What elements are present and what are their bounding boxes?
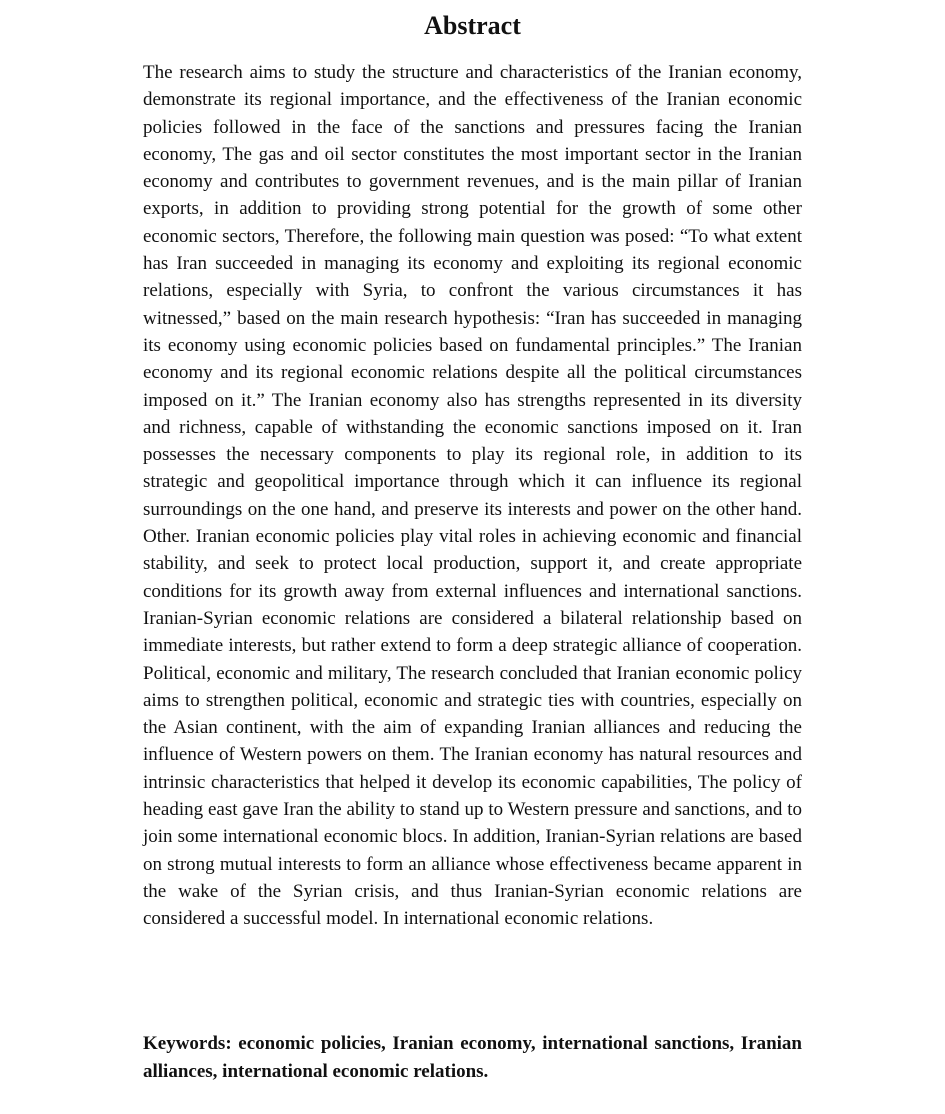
abstract-body: The research aims to study the structure and characteristics of the Iranian economy, demonstrate its regional importance, and the effectiveness of the Iranian economic policies followed in the face of the sanctions and pressures facing the Iranian economy, The gas and oil sector constitutes the most important sector in the Iranian economy and contributes to government revenues, and is the main pillar of Iranian exports, in addition to providing strong potential for the growth of some other economic sectors, Therefore, the following main question was posed: “To what extent has Iran succeeded in managing its economy and exploiting its regional economic relations, especially with Syria, to confront the various circumstances it has witnessed,” based on the main research hypothesis: “Iran has succeeded in managing its economy using economic policies based on fundamental principles.” The Iranian economy and its regional economic relations despite all the political circumstances imposed on it.” The Iranian economy also has strengths represented in its diversity and richness, capable of withstanding the economic sanctions imposed on it. Iran possesses the necessary components to play its regional role, in addition to its strategic and geopolitical importance through which it can influence its regional surroundings on the one hand, and preserve its interests and power on the other hand. Other. Iranian economic policies play vital roles in achieving economic and financial stability, and seek to protect local production, support it, and create appropriate conditions for its growth away from external influences and international sanctions. Iranian-Syrian economic relations are considered a bilateral relationship based on immediate interests, but rather extend to form a deep strategic alliance of cooperation. Political, economic and military, The research concluded that Iranian economic policy aims to strengthen political, economic and strategic ties with countries, especially on the Asian continent, with the aim of expanding Iranian alliances and reducing the influence of Western powers on them. The Iranian economy has natural resources and intrinsic characteristics that helped it develop its economic capabilities, The policy of heading east gave Iran the ability to stand up to Western pressure and sanctions, and to join some international economic blocs. In addition, Iranian-Syrian relations are based on strong mutual interests to form an alliance whose effectiveness became apparent in the wake of the Syrian crisis, and thus Iranian-Syrian economic relations are considered a successful model. In international economic relations. — [143, 62, 802, 930]
abstract-title: Abstract — [424, 11, 521, 40]
keywords-paragraph: Keywords: economic policies, Iranian economy, international sanctions, Iranian alliances, international economic relations. — [143, 1033, 802, 1082]
